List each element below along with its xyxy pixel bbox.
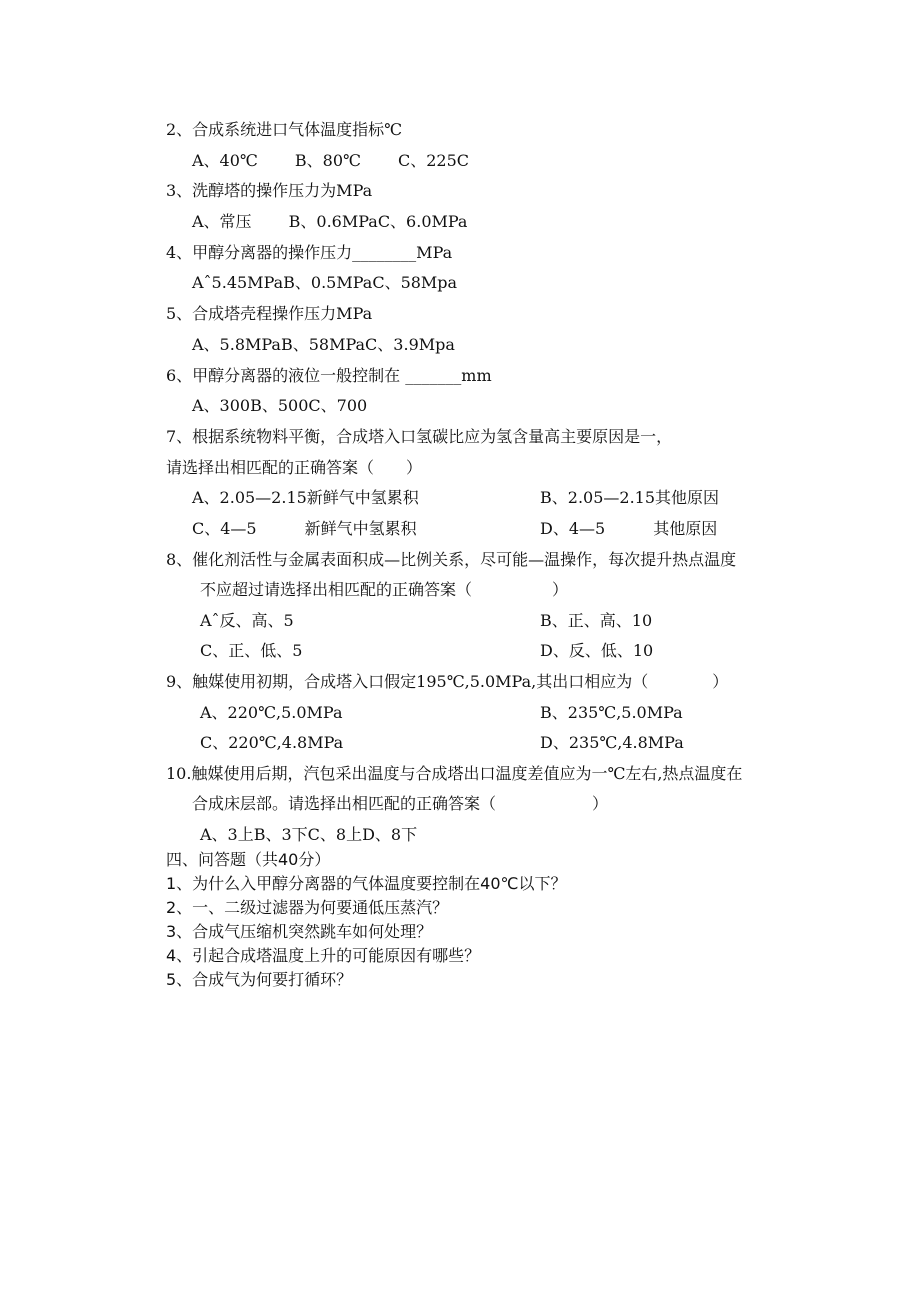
section4-item-4: 4、引起合成塔温度上升的可能原因有哪些？ (166, 946, 481, 965)
q6-stem: 6、甲醇分离器的液位一般控制在 _______mm (166, 366, 492, 385)
q7-option-c: C、4—5 新鲜气中氢累积 (192, 519, 417, 538)
q8-stem-line2: 不应超过请选择出相匹配的正确答案（ ） (200, 580, 569, 599)
q8-option-c: C、正、低、5 (200, 641, 303, 660)
section4-item-5: 5、合成气为何要打循环？ (166, 970, 353, 989)
q8-option-a: Aˆ反、高、5 (200, 611, 294, 630)
q7-stem-line2: 请选择出相匹配的正确答案（ ） (166, 458, 423, 477)
section4-item-2: 2、一、二级过滤器为何要通低压蒸汽？ (166, 898, 449, 917)
q2-options: A、40℃ B、80℃ C、225C (192, 151, 470, 170)
q5-options: A、5.8MPaB、58MPaC、3.9Mpa (192, 335, 455, 354)
section4-item-3: 3、合成气压缩机突然跳车如何处理？ (166, 922, 433, 941)
q6-options: A、300B、500C、700 (192, 396, 368, 415)
q10-stem-line1: 10.触媒使用后期，汽包采出温度与合成塔出口温度差值应为一℃左右,热点温度在 (166, 764, 743, 783)
q10-options: A、3上B、3下C、8上D、8下 (200, 825, 418, 844)
q9-option-c: C、220℃,4.8MPa (200, 733, 344, 752)
q8-option-b: B、正、高、10 (540, 611, 653, 630)
q4-stem: 4、甲醇分离器的操作压力________MPa (166, 243, 453, 262)
q9-option-d: D、235℃,4.8MPa (540, 733, 684, 752)
q2-stem: 2、合成系统进口气体温度指标℃ (166, 120, 403, 139)
section4-heading: 四、问答题（共40分） (166, 850, 331, 869)
section4-item-1: 1、为什么入甲醇分离器的气体温度要控制在40℃以下？ (166, 874, 567, 893)
q7-option-a: A、2.05—2.15新鲜气中氢累积 (192, 488, 419, 507)
q9-option-b: B、235℃,5.0MPa (540, 703, 683, 722)
q8-stem-line1: 8、催化剂活性与金属表面积成—比例关系，尽可能—温操作，每次提升热点温度 (166, 550, 737, 569)
q5-stem: 5、合成塔壳程操作压力MPa (166, 304, 373, 323)
q7-option-b: B、2.05—2.15其他原因 (540, 488, 720, 507)
q9-stem: 9、触媒使用初期，合成塔入口假定195℃,5.0MPa,其出口相应为（ ） (166, 672, 729, 691)
q9-option-a: A、220℃,5.0MPa (200, 703, 343, 722)
q8-option-d: D、反、低、10 (540, 641, 654, 660)
q4-options: Aˆ5.45MPaB、0.5MPaC、58Mpa (192, 273, 458, 292)
q3-stem: 3、洗醇塔的操作压力为MPa (166, 181, 373, 200)
q10-stem-line2: 合成床层部。请选择出相匹配的正确答案（ ） (192, 794, 609, 813)
q7-option-d: D、4—5 其他原因 (540, 519, 718, 538)
q3-options: A、常压 B、0.6MPaC、6.0MPa (192, 212, 468, 231)
q7-stem-line1: 7、根据系统物料平衡，合成塔入口氢碳比应为氢含量高主要原因是一， (166, 427, 673, 446)
